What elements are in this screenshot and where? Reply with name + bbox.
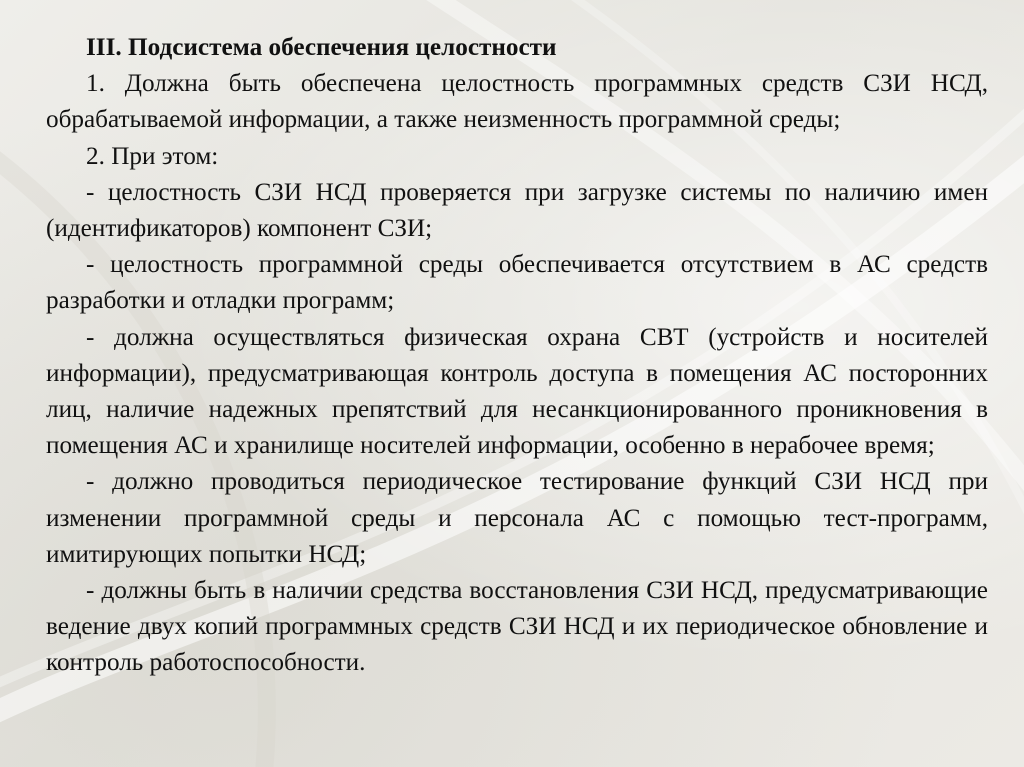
paragraph-lead-in: 2. При этом: [86,142,219,170]
slide-content [46,30,988,682]
paragraph-no-dev-tools: - целостность программной среды обеспечивается отсутствием в АС средств разработки и отладки программ; [46,251,988,315]
paragraph-recovery-means: - должны быть в наличии средства восстановления СЗИ НСД, предусматривающие ведение двух копий программных средств СЗИ НСД и их периодическое обновление и контроль работоспособности. [46,577,988,677]
paragraph-integrity-requirement: 1. Должна быть обеспечена целостность программных средств СЗИ НСД, обрабатываемой информации, а также неизменность программной среды; [46,70,988,134]
paragraph-boot-check: - целостность СЗИ НСД проверяется при загрузке системы по наличию имен (идентификаторов) компонент СЗИ; [46,178,988,243]
paragraph-periodic-testing: - должно проводиться периодическое тестирование функций СЗИ НСД при изменении программной среды и персонала АС с помощью тест-программ, имитирующих попытки НСД; [46,468,988,568]
slide-title: III. Подсистема обеспечения целостности [86,34,557,61]
paragraph-physical-protection: - должна осуществляться физическая охрана СВТ (устройств и носителей информации), предусматривающая контроль доступа в помещения АС посторонних лиц, наличие надежных препятствий для несанкционированного проникновения в помещения АС и хранилище носителей информации, особенно в нерабочее время; [46,323,988,460]
